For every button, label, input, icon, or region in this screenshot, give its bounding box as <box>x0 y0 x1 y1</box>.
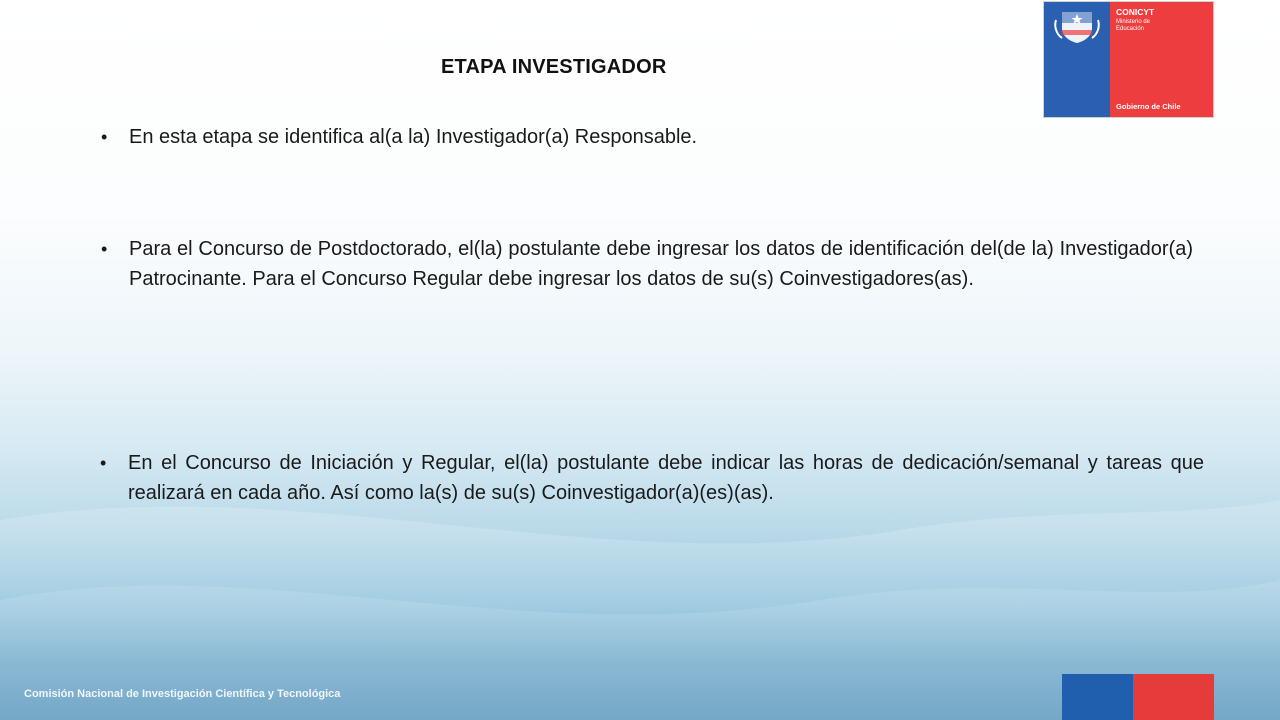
logo-red-panel <box>1110 2 1213 117</box>
logo-government: Gobierno de Chile <box>1116 102 1181 111</box>
bullet-icon: • <box>100 453 107 473</box>
flag-blue-block <box>1062 674 1133 720</box>
slide-title: ETAPA INVESTIGADOR <box>441 56 667 78</box>
bullet-text: En esta etapa se identifica al(a la) Investigador(a) Responsable. <box>129 126 698 148</box>
bullet-icon: • <box>101 127 108 147</box>
chile-coat-of-arms-icon <box>1052 6 1102 46</box>
bullet-text: En el Concurso de Iniciación y Regular, el(la) postulante debe indicar las horas de dedicación/semanal y tareas que realizará en cada año. Así como la(s) de su(s) Coinvestigador(a)(es)(as). <box>128 452 1204 504</box>
bullet-item <box>100 448 1204 508</box>
bullet-item <box>101 122 861 152</box>
bullet-item <box>101 234 1193 294</box>
logo-org-name: CONICYT <box>1116 7 1155 17</box>
footer-text: Comisión Nacional de Investigación Científica y Tecnológica <box>24 688 341 700</box>
flag-red-block <box>1133 674 1214 720</box>
logo-blue-panel <box>1044 2 1110 117</box>
bullet-icon: • <box>101 239 108 259</box>
bullet-text: Para el Concurso de Postdoctorado, el(la) postulante debe ingresar los datos de identificación del(de la) Investigador(a) Patrocinante. Para el Concurso Regular debe ingresar los datos de su(s) Coinvestigadores(as). <box>129 238 1193 290</box>
flag-bar <box>1062 674 1214 720</box>
logo-ministry: Ministerio de Educación <box>1116 19 1151 32</box>
conicyt-logo <box>1043 1 1214 118</box>
